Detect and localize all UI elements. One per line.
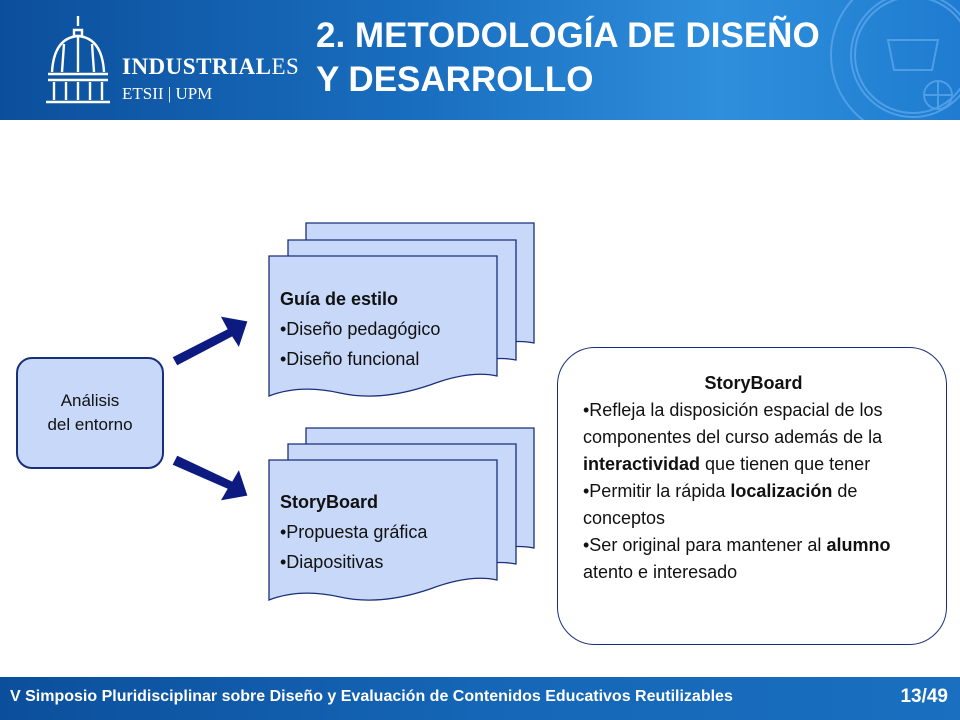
analysis-node xyxy=(16,357,164,469)
style-guide-text xyxy=(280,284,500,374)
storyboard-doc-text xyxy=(280,487,500,577)
style-guide-item: •Diseño funcional xyxy=(280,349,420,369)
storyboard-box-heading: StoryBoard xyxy=(704,373,803,393)
logo-wordmark: INDUSTRIALES xyxy=(122,54,300,79)
storyboard-doc-item: •Diapositivas xyxy=(280,552,384,572)
style-guide-item: •Diseño pedagógico xyxy=(280,319,441,339)
logo-subtitle: ETSII | UPM xyxy=(122,84,213,103)
analysis-line-2: del entorno xyxy=(47,415,133,434)
footer-conference-text: V Simposio Pluridisciplinar sobre Diseño y Evaluación de Contenidos Educativos Reutilizables xyxy=(10,688,733,705)
page-number: 13/49 xyxy=(900,686,948,707)
storyboard-point-2: •Permitir la rápida localización de conceptos xyxy=(583,481,858,528)
storyboard-doc-heading: StoryBoard xyxy=(280,492,379,512)
analysis-line-1: Análisis xyxy=(60,391,120,410)
storyboard-point-3: •Ser original para mantener al alumno atento e interesado xyxy=(583,535,891,582)
arrow-to-storyboard xyxy=(172,455,248,501)
style-guide-heading: Guía de estilo xyxy=(280,289,399,309)
title-line-2: Y DESARROLLO xyxy=(316,60,594,99)
title-line-1: 2. METODOLOGÍA DE DISEÑO xyxy=(316,16,820,55)
arrow-to-style-guide xyxy=(172,316,248,366)
storyboard-doc-item: •Propuesta gráfica xyxy=(280,522,428,542)
slide-footer xyxy=(0,677,960,720)
storyboard-point-1: •Refleja la disposición espacial de los componentes del curso además de la interactividad que tienen que tener xyxy=(583,400,883,474)
storyboard-description-box xyxy=(557,347,947,645)
